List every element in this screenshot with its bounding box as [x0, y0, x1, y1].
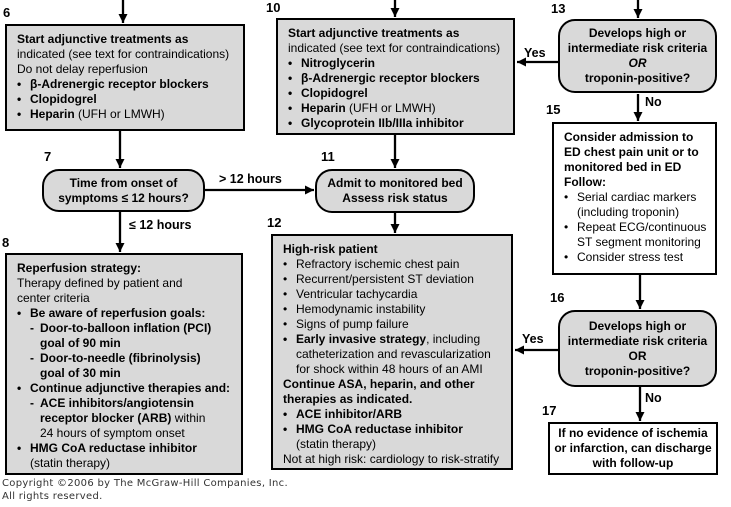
node-10-adjunctive-treatments: Start adjunctive treatments as indicated (see text for contraindications) • Nitroglycerin • β-Adrenergic receptor blockers • Clopidogrel • Heparin (UFH or LMWH) • Glycoprotein IIb/IIIa inhibitor [276, 18, 515, 135]
node-10-number: 10 [266, 0, 281, 15]
node-7-number: 7 [44, 149, 52, 164]
node-15-number: 15 [546, 102, 561, 117]
copyright-line-1: Copyright ©2006 by The McGraw-Hill Companies, Inc. [2, 478, 288, 489]
node-11-number: 11 [321, 149, 335, 164]
node-15-ed-chest-pain-unit: Consider admission to ED chest pain unit or to monitored bed in ED Follow: • Serial cardiac markers (including troponin) • Repeat ECG/continuous ST segment monitoring • Consider stress test [552, 122, 717, 275]
edge-label-no-16: No [645, 391, 662, 405]
copyright-notice [2, 477, 288, 503]
node-8-number: 8 [2, 235, 10, 250]
edge-label-no-13: No [645, 95, 662, 109]
node-12-high-risk-patient: High-risk patient • Refractory ischemic chest pain • Recurrent/persistent ST deviation • Ventricular tachycardia • Hemodynamic instability • Signs of pump failure • Early invasive strategy, including catheterization and revascularization for shock within 48 hours of an AMI Continue ASA, heparin, and other therapies as indicated. • ACE inhibitor/ARB • HMG CoA reductase inhibitor (statin therapy) Not at high risk: cardiology to risk-stratify [271, 234, 513, 470]
node-13-risk-criteria-decision: Develops high or intermediate risk criteria OR troponin-positive? [558, 19, 717, 93]
edge-label-yes-16: Yes [522, 332, 544, 346]
node-11-admit-monitored-bed: Admit to monitored bed Assess risk status [315, 169, 475, 213]
node-6-number: 6 [3, 5, 11, 20]
node-6-adjunctive-treatments-pci: Start adjunctive treatments as indicated (see text for contraindications) Do not delay reperfusion • β-Adrenergic receptor blockers • Clopidogrel • Heparin (UFH or LMWH) [5, 24, 245, 131]
node-17-number: 17 [542, 403, 557, 418]
node-8-reperfusion-strategy: Reperfusion strategy: Therapy defined by patient and center criteria • Be aware of reperfusion goals: - Door-to-balloon inflation (PCI) goal of 90 min - Door-to-needle (fibrinolysis) goal of 30 min • Continue adjunctive therapies and: - ACE inhibitors/angiotensin receptor blocker (ARB) within 24 hours of symptom onset • HMG CoA reductase inhibitor (statin therapy) [5, 253, 243, 475]
edge-label-yes-13: Yes [524, 46, 546, 60]
edge-label-gt-12-hours: > 12 hours [219, 172, 282, 186]
edge-label-le-12-hours: ≤ 12 hours [129, 218, 192, 232]
node-13-number: 13 [551, 1, 566, 16]
node-17-discharge-follow-up: If no evidence of ischemia or infarction, can discharge with follow-up [548, 422, 718, 475]
node-16-risk-criteria-decision: Develops high or intermediate risk criteria OR troponin-positive? [558, 310, 717, 387]
node-16-number: 16 [550, 290, 565, 305]
copyright-line-2: All rights reserved. [2, 491, 103, 502]
node-12-number: 12 [267, 215, 282, 230]
node-7-symptom-onset-decision: Time from onset of symptoms ≤ 12 hours? [42, 169, 205, 212]
